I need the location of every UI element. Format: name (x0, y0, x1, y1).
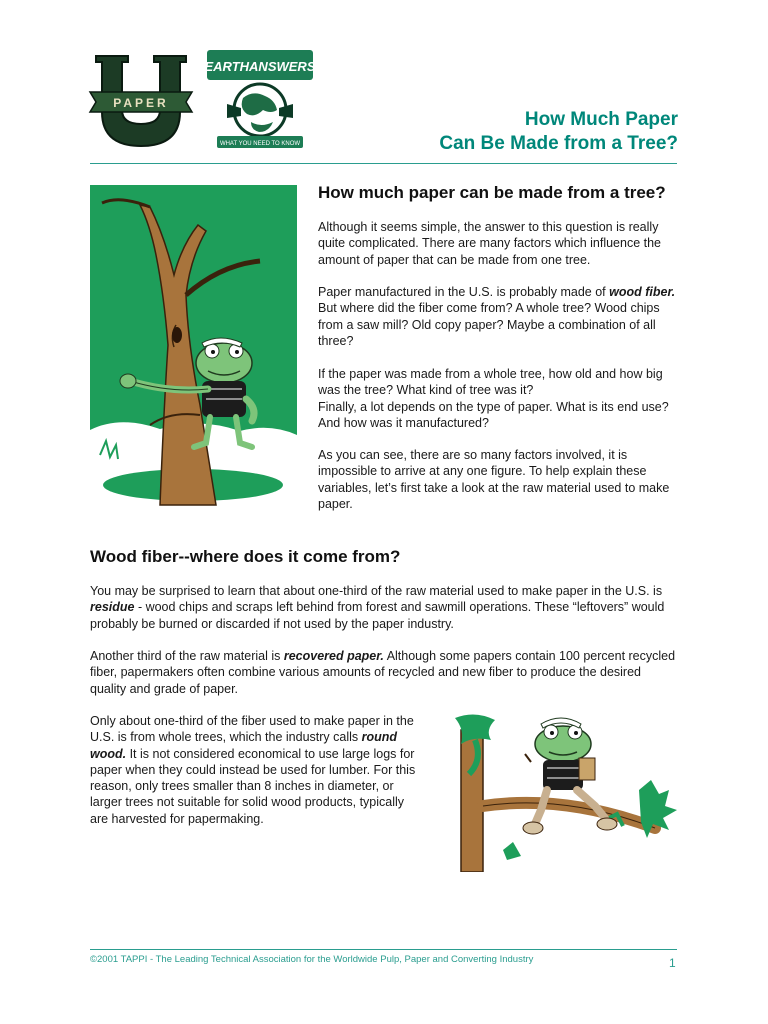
section2-p3-text-a: Only about one-third of the fiber used to make paper in the U.S. is from whole trees, which the industry calls (90, 714, 414, 745)
tree-hug-illustration (90, 185, 297, 506)
section2-p1-text-b: - wood chips and scraps left behind from forest and sawmill operations. These “leftovers” would probably be burned or discarded if not used by the paper industry. (90, 600, 665, 631)
earth-answers-title: EARTHANSWERS (205, 59, 315, 74)
header-divider (90, 163, 677, 164)
section1-heading: How much paper can be made from a tree? (318, 183, 666, 202)
section2-paragraph2 (90, 648, 680, 697)
section2-paragraph1 (90, 583, 680, 632)
section1-p2-text-b: But where did the fiber come from? A whole tree? Wood chips from a saw mill? Old copy paper? Maybe a combination of all three? (318, 301, 660, 348)
section1-p3-text-b: Finally, a lot depends on the type of paper. What is its end use? And how was it manufactured? (318, 399, 669, 430)
section1-paragraph2 (318, 284, 678, 349)
section1-p3-text-a: If the paper was made from a whole tree, how old and how big was the tree? What kind of tree was it? (318, 367, 663, 398)
section1-paragraph3 (318, 366, 678, 431)
page-title-line1: How Much Paper (524, 109, 678, 130)
round-wood-emphasis: round wood. (90, 730, 398, 761)
section2-paragraph3 (90, 713, 420, 827)
section1-p2-text-a: Paper manufactured in the U.S. is probably made of (318, 285, 610, 299)
residue-emphasis: residue (90, 600, 135, 615)
section2-p3-text-b: It is not considered economical to use large logs for paper when they could instead be used for lumber. For this reason, only trees smaller than 8 inches in diameter, or larger trees not suitable for solid wood products, typically are harvested for papermaking. (90, 746, 416, 826)
section2-heading: Wood fiber--where does it come from? (90, 547, 401, 566)
earth-answers-logo (205, 48, 315, 152)
u-paper-logo (88, 48, 194, 152)
section2-p2-text-b: Although some papers contain 100 percent recycled fiber, papermakers often combine various amounts of recycled and new fiber to produce the desired quality and grade of paper. (90, 649, 676, 696)
section2-p1-text-a: You may be surprised to learn that about one-third of the raw material used to make paper in the U.S. is (90, 584, 663, 598)
frog-on-branch-illustration (455, 710, 680, 872)
footer-copyright: ©2001 TAPPI - The Leading Technical Association for the Worldwide Pulp, Paper and Converting Industry (90, 954, 534, 965)
section2-p2-text-a: Another third of the raw material is (90, 649, 284, 663)
page-title-line2: Can Be Made from a Tree? (439, 133, 678, 154)
footer-divider (90, 949, 677, 950)
recovered-paper-emphasis: recovered paper. (283, 649, 384, 663)
earth-answers-tagline: WHAT YOU NEED TO KNOW (219, 141, 301, 147)
section1-paragraph1: Although it seems simple, the answer to this question is really quite complicated. There are many factors which influence the amount of paper that can be made from one tree. (318, 220, 662, 267)
section1-paragraph4: As you can see, there are so many factors involved, it is impossible to arrive at any one figure. To help explain these variables, let’s first take a look at the raw material used to make paper. (318, 448, 670, 511)
wood-fiber-emphasis: wood fiber. (609, 285, 676, 299)
page-number: 1 (669, 956, 676, 970)
u-banner-text: PAPER (113, 96, 169, 110)
